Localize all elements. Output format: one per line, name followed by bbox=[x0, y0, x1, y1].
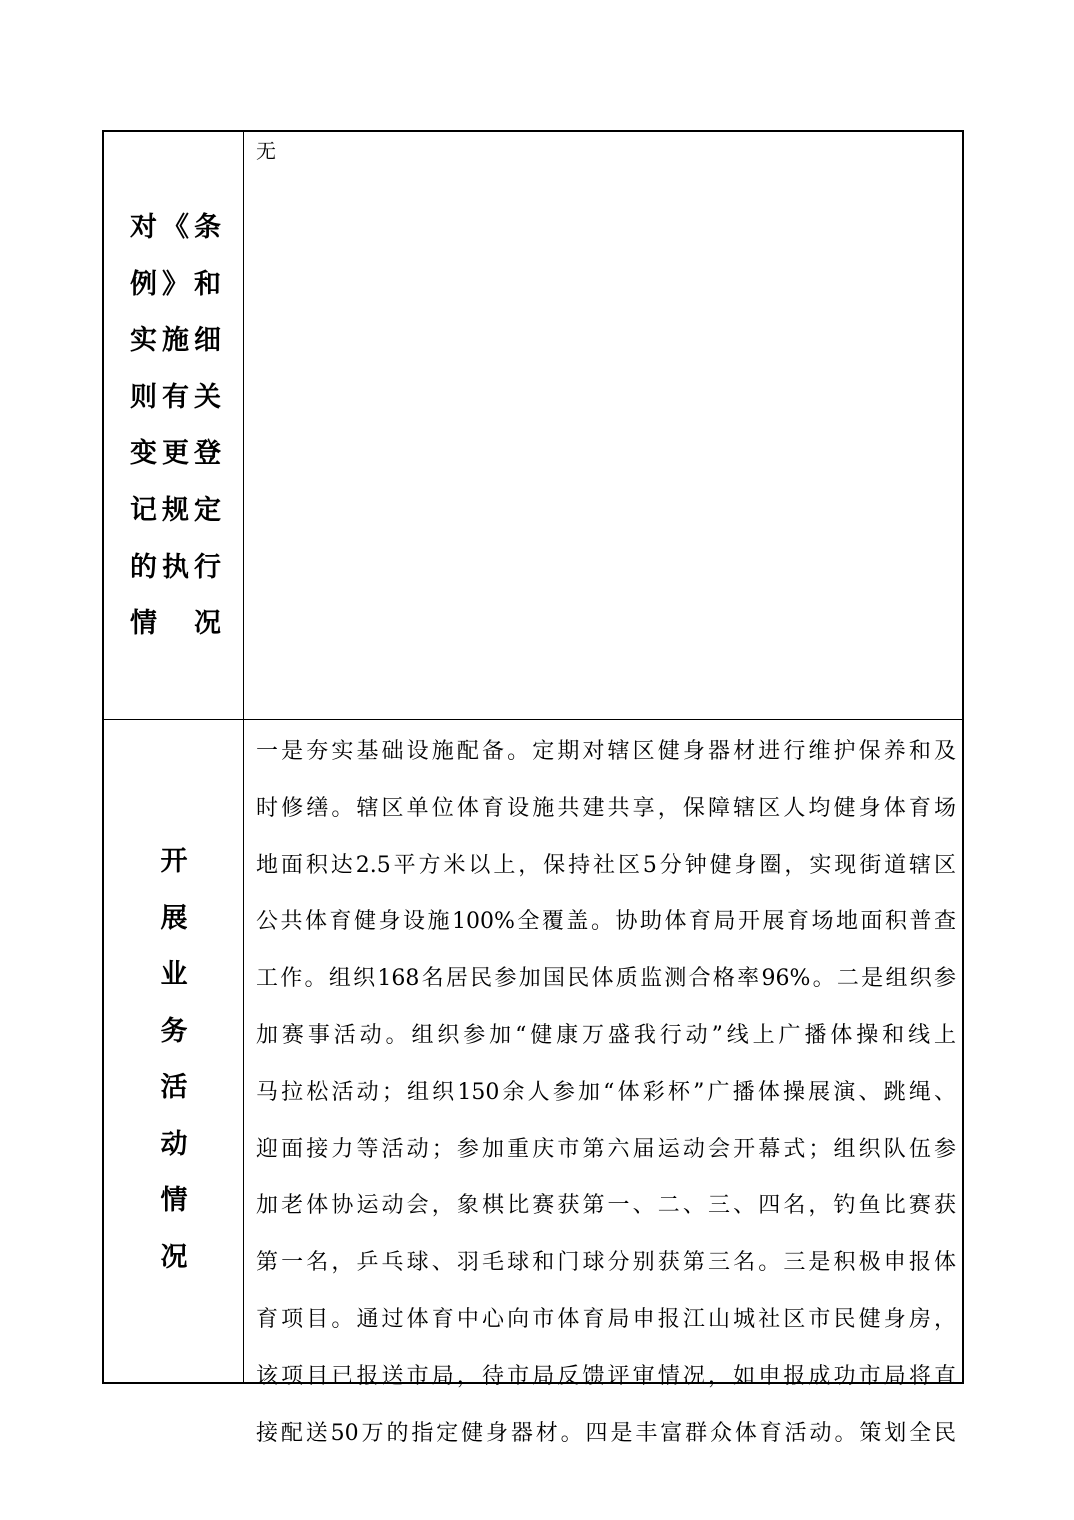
content-line: 接配送50万的指定健身器材。四是丰富群众体育活动。策划全民 bbox=[256, 1420, 956, 1446]
label-line: 对《条 bbox=[130, 212, 226, 243]
content-line: 地面积达2.5平方米以上，保持社区5分钟健身圈，实现街道辖区 bbox=[256, 852, 956, 878]
label-char: 动 bbox=[160, 1128, 188, 1160]
content-line: 工作。组织168名居民参加国民体质监测合格率96%。二是组织参 bbox=[256, 966, 956, 992]
content-line: 加赛事活动。组织参加“健康万盛我行动”线上广播体操和线上 bbox=[256, 1022, 956, 1048]
content-line: 育项目。通过体育中心向市体育局申报江山城社区市民健身房， bbox=[256, 1306, 956, 1332]
change-registration-content: 无 bbox=[256, 139, 276, 163]
business-activities-content bbox=[256, 724, 956, 1462]
row-label-business-activities bbox=[104, 834, 244, 1286]
label-line: 情 况 bbox=[130, 608, 226, 640]
label-line: 记规定 bbox=[130, 494, 226, 526]
content-line: 迎面接力等活动；参加重庆市第六届运动会开幕式；组织队伍参 bbox=[256, 1136, 956, 1162]
table-row-change-registration bbox=[104, 132, 962, 720]
content-line: 加老体协运动会，象棋比赛获第一、二、三、四名，钓鱼比赛获 bbox=[256, 1193, 956, 1219]
content-line: 一是夯实基础设施配备。定期对辖区健身器材进行维护保养和及 bbox=[256, 739, 956, 764]
label-char: 情 bbox=[160, 1185, 188, 1216]
label-char: 展 bbox=[160, 902, 188, 934]
label-line: 实施细 bbox=[130, 325, 226, 357]
label-line: 变更登 bbox=[130, 438, 226, 470]
label-line: 的执行 bbox=[130, 551, 226, 583]
report-form-table bbox=[102, 130, 964, 1446]
row-content-cell bbox=[244, 720, 962, 1446]
label-char: 业 bbox=[160, 959, 188, 990]
label-char: 开 bbox=[160, 846, 188, 877]
label-char: 活 bbox=[160, 1072, 188, 1103]
row-label-cell bbox=[104, 132, 244, 719]
label-line: 例》和 bbox=[130, 268, 226, 300]
label-char: 况 bbox=[160, 1241, 188, 1273]
row-label-cell bbox=[104, 720, 244, 1382]
content-line: 第一名，乒乓球、羽毛球和门球分别获第三名。三是积极申报体 bbox=[256, 1250, 956, 1276]
row-label-change-registration bbox=[130, 200, 226, 653]
content-line: 公共体育健身设施100%全覆盖。协助体育局开展育场地面积普查 bbox=[256, 909, 956, 935]
label-line: 则有关 bbox=[130, 381, 226, 413]
content-line: 该项目已报送市局，待市局反馈评审情况，如申报成功市局将直 bbox=[256, 1363, 956, 1389]
content-line: 时修缮。辖区单位体育设施共建共享，保障辖区人均健身体育场 bbox=[256, 795, 956, 821]
label-char: 务 bbox=[160, 1015, 188, 1047]
row-content-cell bbox=[244, 132, 962, 719]
content-line: 马拉松活动；组织150余人参加“体彩杯”广播体操展演、跳绳、 bbox=[256, 1079, 956, 1105]
table-row-business-activities bbox=[104, 720, 962, 1446]
